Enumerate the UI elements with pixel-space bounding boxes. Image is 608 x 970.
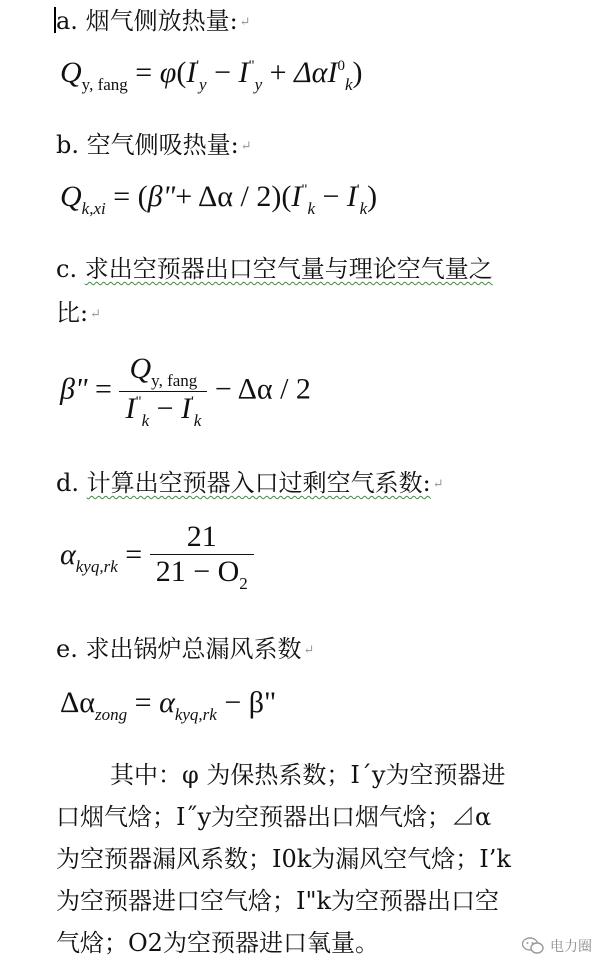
item-c-label: c.	[56, 255, 78, 283]
item-b-heading	[56, 128, 252, 164]
item-d-title: 计算出空预器入口过剩空气系数:	[86, 469, 431, 497]
item-d-heading	[56, 466, 444, 502]
paragraph-mark: ↵	[239, 14, 251, 30]
explanation-line-2: 口烟气焓；I˝y为空预器出口烟气焓；⊿α	[56, 803, 492, 831]
paragraph-mark: ↵	[432, 476, 444, 492]
equation-b: $Q_{k,xi}$ = (β"+ $\Delta\alpha / 2)(I^"_k - I'_k)$	[60, 180, 378, 218]
explanation-line-1: 其中：φ 为保热系数；I´y为空预器进	[110, 761, 506, 789]
paragraph-mark: ↵	[240, 138, 252, 154]
explanation-line-3: 为空预器漏风系数；I0k为漏风空气焓；I’k	[56, 845, 511, 873]
equation-a: $Q_{y, fang} = \varphi(I'_y - I^"_y + \Delta\alpha I^0_k)$	[60, 56, 363, 94]
item-c-heading	[56, 252, 493, 286]
fraction: $\frac{21}{21 - O_2}$	[150, 520, 254, 594]
equation-e: $\Delta\alpha_{zong} = \alpha_{kyq,rk} - \beta$"	[60, 686, 277, 724]
paragraph-mark: ↵	[303, 642, 315, 658]
item-c-title: 求出空预器出口空气量与理论空气量之	[84, 255, 493, 283]
item-e-label: e.	[56, 635, 78, 663]
item-d-label: d.	[56, 469, 79, 497]
item-a-heading	[56, 4, 251, 40]
fraction: $\frac{Q_{y, fang}}{I^"_k - I'_k}$	[119, 352, 207, 431]
item-b-title: 空气侧吸热量:	[86, 131, 239, 159]
equation-c: β" = $\frac{Q_{y, fang}}{I^"_k - I'_k}$ − Δα / 2	[60, 352, 311, 430]
item-c-heading-cont: 比: ↵	[56, 299, 101, 327]
item-a-title: 烟气侧放热量:	[85, 7, 238, 35]
item-b-label: b.	[56, 131, 79, 159]
wechat-icon	[522, 937, 544, 955]
explanation-line-4: 为空预器进口空气焓；I"k为空预器出口空	[56, 887, 500, 915]
item-e-title: 求出锅炉总漏风系数	[85, 635, 302, 663]
item-a-label: a.	[56, 7, 78, 35]
explanation-line-5: 气焓；O2为空预器进口氧量。	[56, 929, 379, 957]
equation-d: $\alpha_{kyq,rk}$ = $\frac{21}{21 - O_2}$	[60, 520, 254, 594]
paragraph-mark: ↵	[90, 306, 101, 322]
watermark-text: 电力圈	[550, 939, 592, 955]
item-e-heading	[56, 632, 314, 668]
watermark	[522, 936, 592, 956]
